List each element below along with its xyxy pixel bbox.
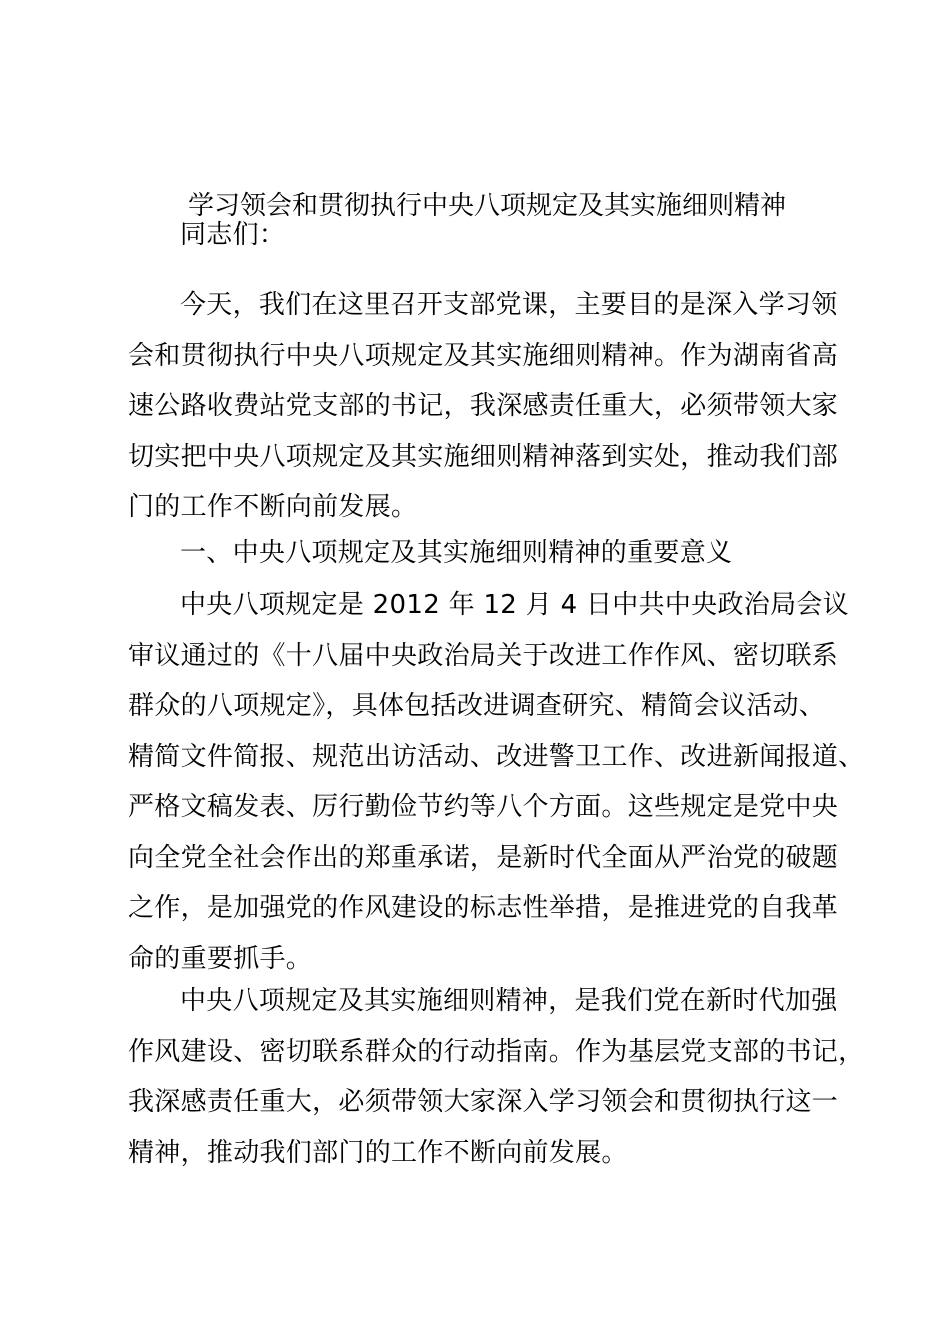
paragraph-significance [128, 580, 865, 984]
paragraph-line: 切实把中央八项规定及其实施细则精神落到实处，推动我们部 [128, 441, 839, 472]
paragraph-line: 速公路收费站党支部的书记，我深感责任重大，必须带领大家 [128, 391, 839, 421]
paragraph-line: 审议通过的《十八届中央政治局关于改进工作作风、密切联系 [128, 640, 839, 671]
paragraph-line: 我深感责任重大，必须带领大家深入学习领会和贯彻执行这一 [128, 1087, 839, 1117]
paragraph-line: 命的重要抓手。 [128, 943, 313, 974]
salutation-text: 同志们： [180, 220, 286, 250]
paragraph-guidance [128, 976, 865, 1178]
salutation [128, 210, 848, 261]
document-title: 学习领会和贯彻执行中央八项规定及其实施细则精神 [188, 191, 787, 221]
section-heading-text: 一、中央八项规定及其实施细则精神的重要意义 [180, 538, 733, 568]
paragraph-line: 会和贯彻执行中央八项规定及其实施细则精神。作为湖南省高 [128, 340, 839, 371]
paragraph-line: 精简文件简报、规范出访活动、改进警卫工作、改进新闻报道、 [128, 741, 865, 772]
paragraph-line: 严格文稿发表、厉行勤俭节约等八个方面。这些规定是党中央 [128, 792, 839, 822]
paragraph-line: 门的工作不断向前发展。 [128, 492, 418, 522]
paragraph-line: 精神，推动我们部门的工作不断向前发展。 [128, 1137, 628, 1168]
paragraph-line: 中央八项规定及其实施细则精神，是我们党在新时代加强 [180, 986, 838, 1016]
paragraph-line: 今天，我们在这里召开支部党课，主要目的是深入学习领 [180, 290, 838, 320]
paragraph-line: 作风建设、密切联系群众的行动指南。作为基层党支部的书记， [128, 1036, 865, 1067]
paragraph-line: 中央八项规定是 2012 年 12 月 4 日中共中央政治局会议 [180, 590, 849, 620]
section-heading [128, 528, 848, 579]
paragraph-line: 群众的八项规定》，具体包括改进调查研究、精简会议活动、 [128, 691, 826, 721]
paragraph-intro [128, 280, 848, 533]
paragraph-line: 向全党全社会作出的郑重承诺，是新时代全面从严治党的破题 [128, 842, 839, 873]
paragraph-line: 之作，是加强党的作风建设的标志性举措，是推进党的自我革 [128, 893, 839, 923]
